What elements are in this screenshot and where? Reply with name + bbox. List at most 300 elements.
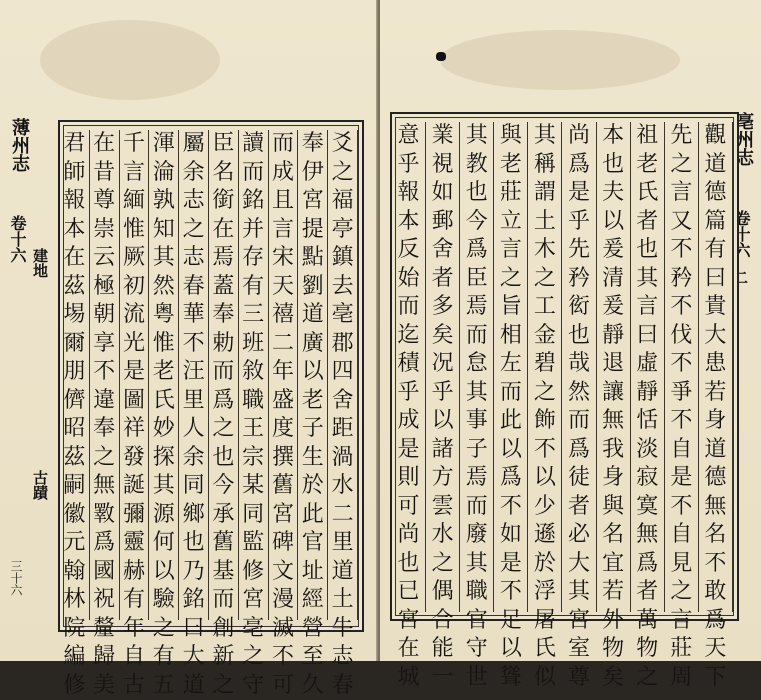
text-character: 成 (271, 159, 295, 188)
text-character: 然 (152, 273, 176, 302)
text-character: 修 (62, 672, 86, 700)
text-character: 舊 (271, 472, 295, 501)
text-character: 視 (431, 151, 455, 180)
text-character: 不 (669, 493, 693, 522)
text-character: 余 (182, 444, 206, 473)
text-character: 寂 (635, 464, 659, 493)
text-character: 在 (92, 130, 116, 159)
text-character: 氏 (152, 387, 176, 416)
text-character: 可 (271, 672, 295, 700)
right-text-column (699, 122, 733, 612)
text-character: 德 (703, 464, 727, 493)
text-character: 是 (567, 179, 591, 208)
text-character: 年 (122, 615, 146, 644)
text-character: 朝 (92, 301, 116, 330)
text-character: 道 (301, 301, 325, 330)
text-character: 而 (465, 322, 489, 351)
text-character: 是 (122, 358, 146, 387)
text-character: 氏 (533, 635, 557, 664)
text-character: 老 (152, 358, 176, 387)
text-character: 有 (122, 586, 146, 615)
text-character: 土 (331, 586, 355, 615)
text-character: 是 (669, 464, 693, 493)
text-character: 老 (499, 151, 523, 180)
text-character: 教 (465, 151, 489, 180)
text-character: 銘 (241, 187, 265, 216)
text-character: 距 (331, 415, 355, 444)
text-character: 名 (601, 521, 625, 550)
text-character: 似 (533, 664, 557, 693)
text-character: 崇 (92, 216, 116, 245)
text-character: 曰 (635, 322, 659, 351)
text-character: 舍 (431, 236, 455, 265)
margin-volume: 卷十六 (6, 215, 29, 263)
text-character: 言 (669, 179, 693, 208)
text-character: 者 (635, 578, 659, 607)
text-character: 者 (635, 208, 659, 237)
text-character: 靈 (122, 529, 146, 558)
text-character: 有 (241, 273, 265, 302)
text-character: 一 (431, 664, 455, 693)
text-character: 二 (331, 501, 355, 530)
text-character: 本 (397, 208, 421, 237)
text-character: 爲 (92, 529, 116, 558)
text-character: 大 (703, 322, 727, 351)
text-character: 編 (62, 643, 86, 672)
text-character: 言 (499, 236, 523, 265)
text-character: 春 (331, 672, 355, 700)
text-character: 其 (152, 244, 176, 273)
text-character: 以 (499, 635, 523, 664)
text-character: 而 (271, 130, 295, 159)
text-character: 古 (122, 672, 146, 700)
text-character: 渦 (331, 444, 355, 473)
text-character: 能 (431, 635, 455, 664)
text-character: 若 (703, 379, 727, 408)
text-character: 舍 (331, 387, 355, 416)
text-character: 牛 (331, 615, 355, 644)
text-character: 怠 (465, 350, 489, 379)
text-character: 不 (669, 407, 693, 436)
right-text-column (460, 122, 494, 612)
text-character: 厥 (122, 244, 146, 273)
text-character: 淡 (635, 436, 659, 465)
text-character: 乎 (431, 379, 455, 408)
text-character: 可 (397, 493, 421, 522)
text-character: 尊 (567, 664, 591, 693)
text-character: 極 (92, 273, 116, 302)
text-character: 者 (431, 265, 455, 294)
text-character: 勅 (211, 330, 235, 359)
text-character: 之 (211, 672, 235, 700)
text-character: 言 (271, 216, 295, 245)
text-character: 尚 (567, 122, 591, 151)
text-character: 余 (182, 159, 206, 188)
text-character: 何 (152, 529, 176, 558)
text-character: 言 (122, 159, 146, 188)
text-character: 鄉 (182, 501, 206, 530)
text-character: 點 (301, 244, 325, 273)
text-character: 本 (601, 122, 625, 151)
text-character: 世 (465, 664, 489, 693)
text-character: 尚 (397, 521, 421, 550)
text-character: 銜 (211, 187, 235, 216)
text-character: 爲 (465, 236, 489, 265)
right-book-page (380, 0, 761, 661)
text-character: 生 (301, 444, 325, 473)
text-character: 不 (703, 550, 727, 579)
text-character: 也 (465, 179, 489, 208)
text-character: 浮 (533, 578, 557, 607)
text-character: 而 (499, 379, 523, 408)
text-character: 矣 (431, 322, 455, 351)
text-character: 妙 (152, 415, 176, 444)
text-character: 合 (431, 607, 455, 636)
text-character: 也 (601, 151, 625, 180)
text-character: 亳 (241, 615, 265, 644)
text-character: 而 (211, 358, 235, 387)
text-character: 祖 (635, 122, 659, 151)
text-character: 渾 (152, 130, 176, 159)
text-character: 盛 (271, 387, 295, 416)
text-character: 同 (241, 501, 265, 530)
text-character: 清 (601, 265, 625, 294)
text-character: 蓋 (211, 273, 235, 302)
text-character: 守 (465, 635, 489, 664)
text-character: 里 (182, 387, 206, 416)
text-character: 反 (397, 236, 421, 265)
text-character: 此 (499, 407, 523, 436)
text-character: 退 (601, 350, 625, 379)
text-character: 惟 (152, 330, 176, 359)
text-character: 去 (331, 273, 355, 302)
text-character: 久 (301, 672, 325, 700)
left-text-column (149, 130, 179, 620)
text-character: 我 (601, 436, 625, 465)
text-character: 道 (703, 436, 727, 465)
text-character: 若 (601, 578, 625, 607)
text-character: 雲 (431, 493, 455, 522)
text-character: 之 (533, 265, 557, 294)
text-character: 在 (211, 216, 235, 245)
text-character: 言 (669, 607, 693, 636)
text-character: 大 (182, 643, 206, 672)
text-character: 釐 (92, 615, 116, 644)
text-character: 承 (211, 501, 235, 530)
text-character: 誕 (122, 472, 146, 501)
text-character: 屠 (533, 607, 557, 636)
text-character: 爲 (567, 436, 591, 465)
text-character: 曰 (703, 265, 727, 294)
text-character: 夫 (601, 179, 625, 208)
text-character: 少 (533, 493, 557, 522)
text-character: 天 (703, 635, 727, 664)
text-character: 祥 (122, 415, 146, 444)
text-character: 臣 (211, 130, 235, 159)
text-character: 衒 (567, 293, 591, 322)
text-character: 今 (211, 472, 235, 501)
text-character: 子 (465, 436, 489, 465)
text-character: 以 (601, 208, 625, 237)
text-character: 在 (397, 635, 421, 664)
text-character: 其 (635, 265, 659, 294)
text-character: 無 (92, 472, 116, 501)
text-character: 新 (211, 643, 235, 672)
text-character: 職 (465, 578, 489, 607)
text-character: 今 (465, 208, 489, 237)
text-character: 是 (397, 436, 421, 465)
text-character: 於 (533, 550, 557, 579)
text-character: 飾 (533, 407, 557, 436)
text-character: 爰 (601, 293, 625, 322)
text-character: 宜 (601, 550, 625, 579)
text-character: 此 (301, 501, 325, 530)
text-character: 爰 (601, 236, 625, 265)
text-character: 不 (669, 350, 693, 379)
text-character: 基 (211, 558, 235, 587)
text-character: 碧 (533, 350, 557, 379)
text-character: 乎 (397, 151, 421, 180)
margin-title: 亳州志 (730, 112, 756, 166)
text-character: 職 (241, 387, 265, 416)
right-text-column (392, 122, 426, 612)
text-character: 讓 (601, 379, 625, 408)
margin-subsection: 古蹟 (30, 470, 51, 500)
text-character: 爭 (669, 379, 693, 408)
text-character: 緬 (122, 187, 146, 216)
text-character: 宗 (241, 444, 265, 473)
text-character: 爾 (62, 330, 86, 359)
text-character: 而 (397, 293, 421, 322)
text-character: 觀 (703, 122, 727, 151)
text-character: 道 (331, 558, 355, 587)
text-character: 也 (635, 236, 659, 265)
left-text-column (90, 130, 120, 620)
text-character: 報 (62, 187, 86, 216)
text-character: 業 (431, 122, 455, 151)
text-character: 無 (635, 521, 659, 550)
text-character: 自 (669, 521, 693, 550)
left-text-column (120, 130, 150, 620)
text-character: 金 (533, 322, 557, 351)
text-character: 身 (703, 407, 727, 436)
right-text-column (528, 122, 562, 612)
text-character: 茲 (62, 444, 86, 473)
text-character: 國 (92, 558, 116, 587)
text-character: 之 (431, 550, 455, 579)
text-character: 恬 (635, 407, 659, 436)
text-character: 乃 (182, 558, 206, 587)
text-character: 修 (241, 558, 265, 587)
text-character: 粤 (152, 301, 176, 330)
text-character: 虛 (635, 350, 659, 379)
text-character: 并 (241, 216, 265, 245)
text-character: 宋 (271, 244, 295, 273)
text-character: 而 (211, 586, 235, 615)
text-character: 爲 (567, 151, 591, 180)
text-character: 以 (431, 407, 455, 436)
text-character: 不 (669, 293, 693, 322)
text-character: 其 (567, 578, 591, 607)
text-character: 如 (499, 521, 523, 550)
text-character: 而 (567, 407, 591, 436)
text-character: 矣 (601, 664, 625, 693)
text-character: 昭 (62, 415, 86, 444)
text-character: 聳 (499, 664, 523, 693)
text-character: 貴 (703, 293, 727, 322)
text-character: 提 (301, 216, 325, 245)
text-character: 方 (431, 464, 455, 493)
text-character: 患 (703, 350, 727, 379)
text-character: 違 (92, 387, 116, 416)
text-character: 年 (271, 358, 295, 387)
text-character: 立 (499, 208, 523, 237)
paper-stain (440, 30, 680, 90)
text-character: 也 (182, 529, 206, 558)
text-character: 外 (601, 607, 625, 636)
text-character: 不 (271, 643, 295, 672)
text-character: 然 (567, 379, 591, 408)
text-character: 木 (533, 236, 557, 265)
text-character: 宮 (241, 586, 265, 615)
text-character: 也 (567, 322, 591, 351)
text-character: 徒 (567, 464, 591, 493)
text-character: 汪 (182, 358, 206, 387)
text-character: 而 (241, 159, 265, 188)
text-character: 歸 (92, 643, 116, 672)
left-text-frame (58, 120, 364, 632)
text-character: 周 (669, 664, 693, 693)
text-character: 宮 (397, 607, 421, 636)
text-character: 之 (241, 643, 265, 672)
text-character: 不 (669, 236, 693, 265)
paper-stain (40, 20, 220, 100)
text-character: 伊 (301, 159, 325, 188)
text-character: 伐 (669, 322, 693, 351)
text-character: 無 (703, 493, 727, 522)
text-character: 某 (241, 472, 265, 501)
left-text-column (269, 130, 299, 620)
text-character: 福 (331, 187, 355, 216)
left-text-column (209, 130, 239, 620)
text-character: 里 (331, 529, 355, 558)
right-text-column (426, 122, 460, 612)
text-character: 元 (62, 529, 86, 558)
text-character: 其 (465, 550, 489, 579)
text-character: 是 (499, 550, 523, 579)
text-character: 文 (271, 558, 295, 587)
text-character: 郡 (331, 330, 355, 359)
text-character: 禧 (271, 301, 295, 330)
text-character: 有 (703, 236, 727, 265)
text-character: 本 (62, 216, 86, 245)
text-character: 敘 (241, 358, 265, 387)
text-character: 埸 (62, 301, 86, 330)
text-character: 碑 (271, 529, 295, 558)
text-character: 鎮 (331, 244, 355, 273)
text-character: 物 (601, 635, 625, 664)
text-character: 焉 (465, 464, 489, 493)
text-character: 志 (182, 244, 206, 273)
text-character: 宮 (567, 607, 591, 636)
text-character: 大 (567, 550, 591, 579)
text-character: 以 (152, 558, 176, 587)
text-character: 無 (601, 407, 625, 436)
text-character: 不 (533, 436, 557, 465)
text-character: 圖 (122, 387, 146, 416)
text-character: 謂 (533, 179, 557, 208)
text-character: 土 (533, 208, 557, 237)
text-character: 創 (211, 615, 235, 644)
text-character: 奉 (211, 301, 235, 330)
text-character: 朋 (62, 358, 86, 387)
text-character: 成 (397, 407, 421, 436)
text-character: 老 (635, 151, 659, 180)
text-character: 華 (182, 301, 206, 330)
text-character: 始 (397, 265, 421, 294)
leaf-number: 二 (730, 270, 751, 285)
text-character: 已 (397, 578, 421, 607)
text-character: 廢 (465, 521, 489, 550)
text-character: 嗣 (62, 472, 86, 501)
right-text-column (494, 122, 528, 612)
text-character: 志 (331, 643, 355, 672)
margin-section: 建地 (30, 248, 51, 278)
text-character: 王 (241, 415, 265, 444)
text-character: 五 (152, 672, 176, 700)
text-character: 焉 (465, 293, 489, 322)
text-character: 先 (669, 122, 693, 151)
text-character: 赫 (122, 558, 146, 587)
text-character: 不 (499, 578, 523, 607)
text-character: 官 (301, 529, 325, 558)
text-character: 度 (271, 415, 295, 444)
text-character: 享 (92, 330, 116, 359)
left-book-page (0, 0, 378, 661)
text-character: 其 (152, 472, 176, 501)
text-character: 意 (397, 122, 421, 151)
text-character: 則 (397, 464, 421, 493)
text-character: 探 (152, 444, 176, 473)
text-character: 見 (669, 550, 693, 579)
text-character: 道 (703, 151, 727, 180)
text-character: 其 (465, 379, 489, 408)
text-character: 且 (271, 187, 295, 216)
text-character: 之 (669, 151, 693, 180)
text-character: 流 (122, 301, 146, 330)
text-character: 氏 (635, 179, 659, 208)
text-character: 報 (397, 179, 421, 208)
text-character: 班 (241, 330, 265, 359)
text-character: 官 (465, 607, 489, 636)
text-character: 水 (431, 521, 455, 550)
text-character: 事 (465, 407, 489, 436)
text-character: 與 (601, 493, 625, 522)
text-character: 名 (703, 521, 727, 550)
text-character: 翰 (62, 558, 86, 587)
text-character: 發 (122, 444, 146, 473)
text-character: 爲 (635, 550, 659, 579)
text-character: 偶 (431, 578, 455, 607)
right-text-column (665, 122, 699, 612)
text-character: 矜 (567, 265, 591, 294)
text-character: 舊 (211, 529, 235, 558)
text-character: 儕 (62, 387, 86, 416)
text-character: 道 (182, 672, 206, 700)
folio-number: 三十六 (8, 560, 25, 596)
text-character: 銘 (182, 586, 206, 615)
text-character: 天 (271, 273, 295, 302)
